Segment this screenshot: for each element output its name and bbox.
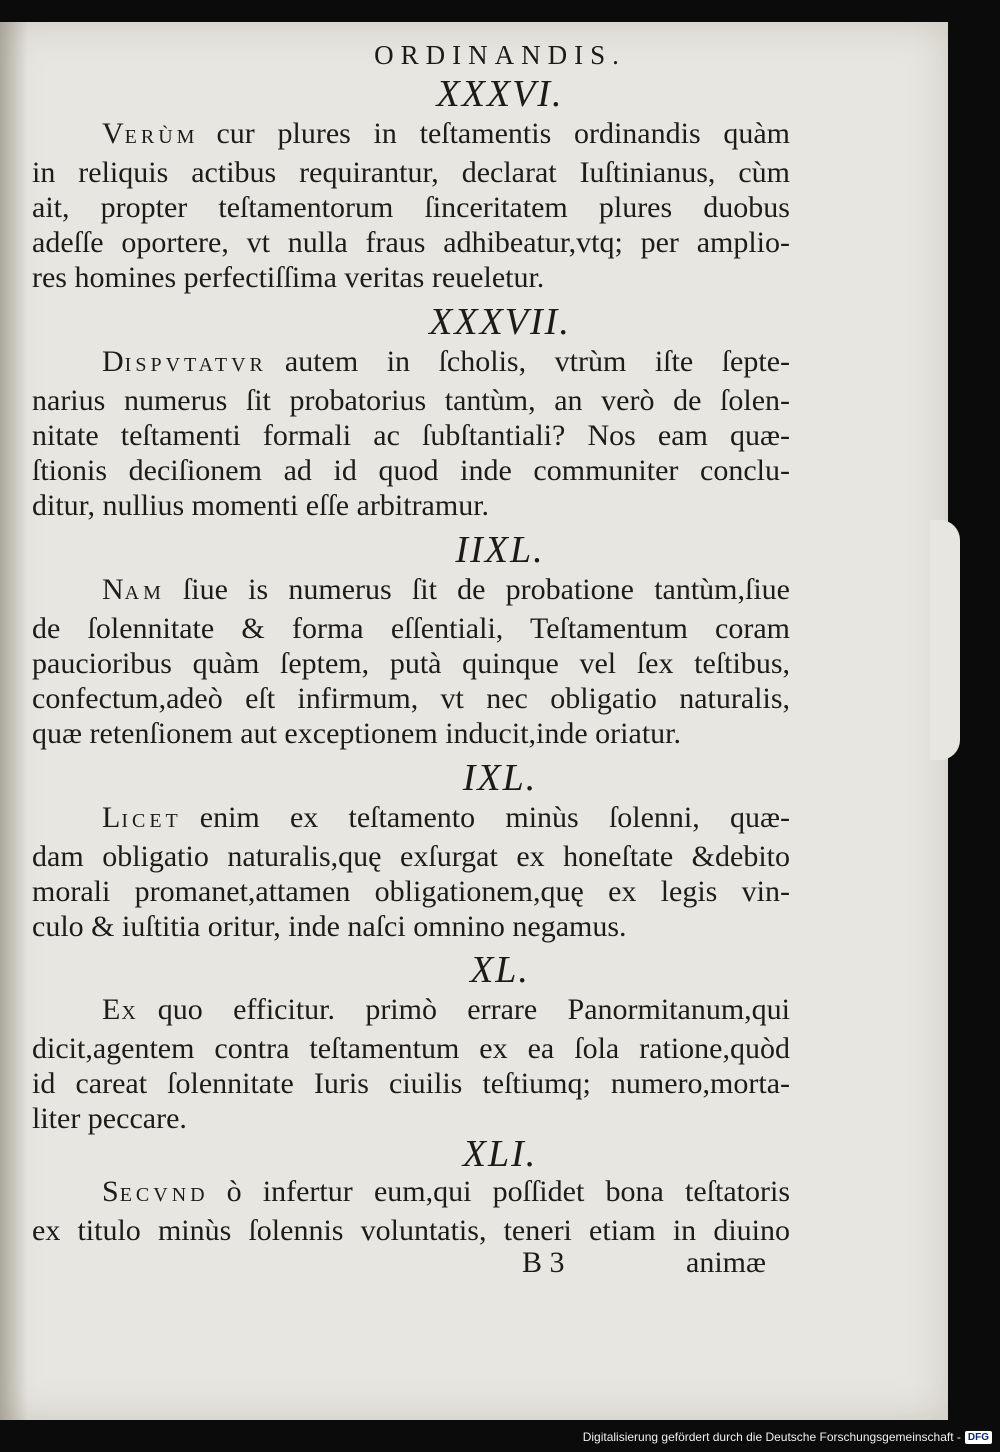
text-line: ſtionis deciſionem ad id quod inde communiter conclu- bbox=[32, 454, 790, 487]
dfg-logo-icon: DFG bbox=[965, 1431, 992, 1444]
text-line: nitate teſtamenti formali ac ſubſtantiali? Nos eam quæ- bbox=[32, 419, 790, 452]
text-line: dam obligatio naturalis,quę exſurgat ex honeſtate &debito bbox=[32, 840, 790, 873]
paragraph bbox=[32, 1174, 790, 1248]
text-line: narius numerus ſit probatorius tantùm, an verò de ſolen- bbox=[32, 384, 790, 417]
signature-mark: B 3 bbox=[522, 1246, 565, 1279]
text-line: DISPVTATVR autem in ſcholis, vtrùm iſte ſepte- bbox=[102, 345, 790, 378]
text-line: ait, propter teſtamentorum ſinceritatem plures duobus bbox=[32, 191, 790, 224]
paragraph bbox=[32, 344, 790, 523]
catchword: animæ bbox=[686, 1246, 766, 1279]
running-head: ORDINANDIS. bbox=[374, 40, 626, 70]
section-numeral: IIXL. bbox=[455, 529, 545, 571]
text-line: quæ retenſionem aut exceptionem inducit,inde oriatur. bbox=[32, 717, 681, 750]
text-line: adeſſe oportere, vt nulla fraus adhibeatur,vtq; per amplio- bbox=[32, 226, 790, 259]
text-line: liter peccare. bbox=[32, 1102, 187, 1135]
text-line: id careat ſolennitate Iuris ciuilis teſtiumq; numero,morta- bbox=[32, 1067, 790, 1100]
text-line: res homines perfectiſſima veritas reueletur. bbox=[32, 261, 545, 294]
credit-text: Digitalisierung gefördert durch die Deutsche Forschungsgemeinschaft - bbox=[582, 1430, 961, 1444]
text-line: NAM ſiue is numerus ſit de probatione tantùm,ſiue bbox=[102, 573, 790, 606]
paragraph bbox=[32, 572, 790, 751]
text-line: ex titulo minùs ſolennis voluntatis, teneri etiam in diuino bbox=[32, 1214, 790, 1247]
digitization-credit bbox=[583, 1430, 992, 1444]
paragraph bbox=[32, 800, 790, 944]
text-line: in reliquis actibus requirantur, declarat Iuſtinianus, cùm bbox=[32, 156, 790, 189]
text-line: dicit,agentem contra teſtamentum ex ea ſola ratione,quòd bbox=[32, 1032, 790, 1065]
text-line: paucioribus quàm ſeptem, putà quinque vel ſex teſtibus, bbox=[32, 647, 790, 680]
section-numeral: XXXVII. bbox=[429, 301, 571, 343]
paragraph bbox=[32, 116, 790, 295]
text-line: EX quo efficitur. primò errare Panormitanum,qui bbox=[102, 993, 790, 1026]
text-line: ditur, nullius momenti eſſe arbitramur. bbox=[32, 489, 490, 522]
text-line: LICET enim ex teſtamento minùs ſolenni, quæ- bbox=[102, 801, 790, 834]
section-numeral: XXXVI. bbox=[436, 73, 564, 115]
text-line: morali promanet,attamen obligationem,quę ex legis vin- bbox=[32, 875, 790, 908]
section-numeral: IXL. bbox=[462, 757, 538, 799]
paragraph bbox=[32, 992, 790, 1136]
text-line: SECVND ò infertur eum,qui poſſidet bona teſtatoris bbox=[102, 1175, 790, 1208]
section-numeral: XLI. bbox=[462, 1133, 538, 1175]
section-numeral: XL. bbox=[470, 949, 530, 991]
text-line: de ſolennitate & forma eſſentiali, Teſtamentum coram bbox=[32, 612, 790, 645]
text-line: culo & iuſtitia oritur, inde naſci omnino negamus. bbox=[32, 910, 627, 943]
text-line: VERÙM cur plures in teſtamentis ordinandis quàm bbox=[102, 117, 790, 150]
text-line: confectum,adeò eſt infirmum, vt nec obligatio naturalis, bbox=[32, 682, 790, 715]
